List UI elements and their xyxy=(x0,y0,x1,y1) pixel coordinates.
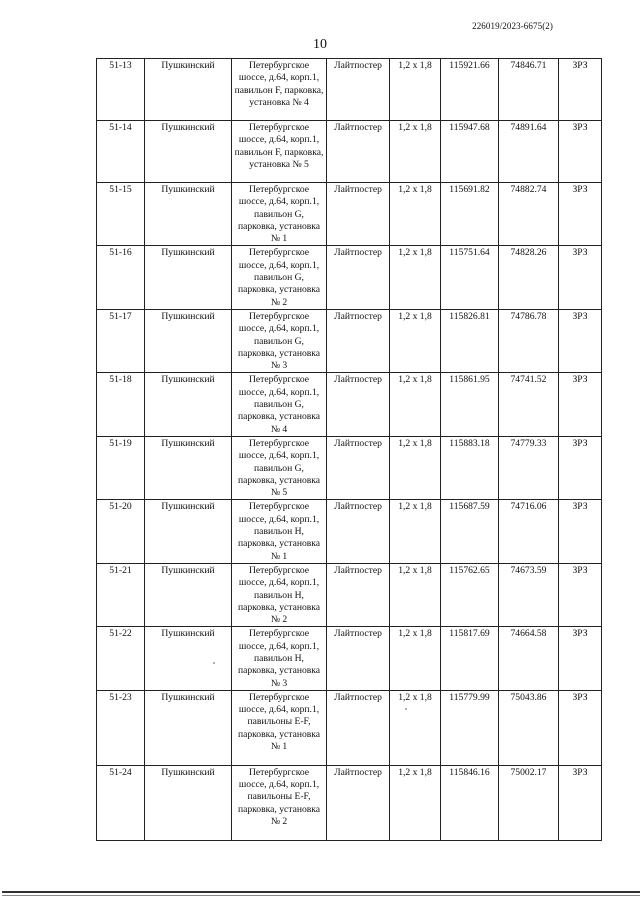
coordinate-y-cell: 74779.33 xyxy=(499,436,559,499)
bottom-border-line xyxy=(2,891,640,893)
record-id-cell: 51-17 xyxy=(97,309,145,372)
coordinate-y-cell: 74716.06 xyxy=(499,500,559,563)
coordinate-y-cell: 74673.59 xyxy=(499,563,559,626)
coordinate-y-cell: 74664.58 xyxy=(499,627,559,690)
coordinate-y-cell: 74741.52 xyxy=(499,373,559,436)
table-row xyxy=(97,246,602,309)
structure-size-cell: 1,2 x 1,8 xyxy=(390,59,441,121)
table-body xyxy=(97,59,602,841)
record-id-cell: 51-16 xyxy=(97,246,145,309)
district-name-cell: Пушкинский xyxy=(145,121,232,183)
district-name-cell: Пушкинский xyxy=(145,59,232,121)
coordinate-x-cell: 115687.59 xyxy=(441,500,499,563)
structure-type-cell: Лайтпостер xyxy=(327,500,390,563)
zone-code-cell: ЗРЗ xyxy=(559,121,602,183)
coordinate-x-cell: 115861.95 xyxy=(441,373,499,436)
structure-size-cell: 1,2 x 1,8 xyxy=(390,500,441,563)
table-row xyxy=(97,373,602,436)
coordinate-y-cell: 74882.74 xyxy=(499,183,559,246)
district-name-cell: Пушкинский xyxy=(145,690,232,765)
table-row xyxy=(97,121,602,183)
zone-code-cell: ЗРЗ xyxy=(559,309,602,372)
structure-size-cell: 1,2 x 1,8 xyxy=(390,121,441,183)
district-name-cell: Пушкинский xyxy=(145,309,232,372)
coordinate-y-cell: 75043.86 xyxy=(499,690,559,765)
zone-code-cell: ЗРЗ xyxy=(559,246,602,309)
record-id-cell: 51-19 xyxy=(97,436,145,499)
record-id-cell: 51-23 xyxy=(97,690,145,765)
coordinate-y-cell: 74846.71 xyxy=(499,59,559,121)
structure-size-cell: 1,2 x 1,8 xyxy=(390,627,441,690)
coordinate-y-cell: 74828.26 xyxy=(499,246,559,309)
table-row xyxy=(97,500,602,563)
coordinate-x-cell: 115817.69 xyxy=(441,627,499,690)
structure-size-cell: 1,2 x 1,8 xyxy=(390,765,441,840)
structure-size-cell: 1,2 x 1,8 xyxy=(390,373,441,436)
coordinate-x-cell: 115883.18 xyxy=(441,436,499,499)
address-cell: Петербургское шоссе, д.64, корп.1, павильоны E-F, парковка, установка № 2 xyxy=(232,765,327,840)
table-row xyxy=(97,59,602,121)
district-name-cell: Пушкинский xyxy=(145,563,232,626)
coordinate-y-cell: 74891.64 xyxy=(499,121,559,183)
coordinate-x-cell: 115826.81 xyxy=(441,309,499,372)
zone-code-cell: ЗРЗ xyxy=(559,373,602,436)
zone-code-cell: ЗРЗ xyxy=(559,627,602,690)
district-name-cell: Пушкинский xyxy=(145,373,232,436)
structure-type-cell: Лайтпостер xyxy=(327,627,390,690)
district-name-cell: Пушкинский xyxy=(145,500,232,563)
district-name-cell: Пушкинский xyxy=(145,627,232,690)
table-row xyxy=(97,765,602,840)
structure-type-cell: Лайтпостер xyxy=(327,690,390,765)
zone-code-cell: ЗРЗ xyxy=(559,59,602,121)
page-number: 10 xyxy=(313,37,327,52)
record-id-cell: 51-24 xyxy=(97,765,145,840)
structure-type-cell: Лайтпостер xyxy=(327,309,390,372)
structure-type-cell: Лайтпостер xyxy=(327,246,390,309)
table-row xyxy=(97,690,602,765)
structure-type-cell: Лайтпостер xyxy=(327,121,390,183)
record-id-cell: 51-18 xyxy=(97,373,145,436)
coordinate-x-cell: 115921.66 xyxy=(441,59,499,121)
zone-code-cell: ЗРЗ xyxy=(559,563,602,626)
coordinate-y-cell: 75002.17 xyxy=(499,765,559,840)
coordinate-x-cell: 115846.16 xyxy=(441,765,499,840)
district-name-cell: Пушкинский xyxy=(145,765,232,840)
bottom-border-line-thin xyxy=(2,895,640,896)
address-cell: Петербургское шоссе, д.64, корп.1, павильон F, парковка, установка № 5 xyxy=(232,121,327,183)
zone-code-cell: ЗРЗ xyxy=(559,765,602,840)
record-id-cell: 51-14 xyxy=(97,121,145,183)
district-name-cell: Пушкинский xyxy=(145,436,232,499)
address-cell: Петербургское шоссе, д.64, корп.1, павильон G, парковка, установка № 5 xyxy=(232,436,327,499)
document-number: 226019/2023-6675(2) xyxy=(472,21,553,31)
structure-size-cell: 1,2 x 1,8 xyxy=(390,183,441,246)
coordinate-x-cell: 115947.68 xyxy=(441,121,499,183)
record-id-cell: 51-13 xyxy=(97,59,145,121)
table-row xyxy=(97,627,602,690)
coordinate-x-cell: 115691.82 xyxy=(441,183,499,246)
structure-size-cell: 1,2 x 1,8 xyxy=(390,309,441,372)
district-name-cell: Пушкинский xyxy=(145,246,232,309)
scan-speck xyxy=(405,708,407,710)
address-cell: Петербургское шоссе, д.64, корп.1, павильон G, парковка, установка № 2 xyxy=(232,246,327,309)
coordinate-x-cell: 115762.65 xyxy=(441,563,499,626)
record-id-cell: 51-21 xyxy=(97,563,145,626)
structure-type-cell: Лайтпостер xyxy=(327,563,390,626)
structure-size-cell: 1,2 x 1,8 xyxy=(390,246,441,309)
zone-code-cell: ЗРЗ xyxy=(559,500,602,563)
structure-type-cell: Лайтпостер xyxy=(327,59,390,121)
coordinate-y-cell: 74786.78 xyxy=(499,309,559,372)
structure-type-cell: Лайтпостер xyxy=(327,373,390,436)
zone-code-cell: ЗРЗ xyxy=(559,183,602,246)
address-cell: Петербургское шоссе, д.64, корп.1, павильон H, парковка, установка № 1 xyxy=(232,500,327,563)
structure-size-cell: 1,2 x 1,8 xyxy=(390,436,441,499)
structure-type-cell: Лайтпостер xyxy=(327,436,390,499)
coordinate-x-cell: 115779.99 xyxy=(441,690,499,765)
zone-code-cell: ЗРЗ xyxy=(559,690,602,765)
address-cell: Петербургское шоссе, д.64, корп.1, павильон H, парковка, установка № 2 xyxy=(232,563,327,626)
table-row xyxy=(97,309,602,372)
table-row xyxy=(97,436,602,499)
placement-registry-table xyxy=(96,58,602,841)
address-cell: Петербургское шоссе, д.64, корп.1, павильон G, парковка, установка № 4 xyxy=(232,373,327,436)
structure-size-cell: 1,2 x 1,8 xyxy=(390,563,441,626)
district-name-cell: Пушкинский xyxy=(145,183,232,246)
table-row xyxy=(97,563,602,626)
zone-code-cell: ЗРЗ xyxy=(559,436,602,499)
structure-type-cell: Лайтпостер xyxy=(327,183,390,246)
structure-size-cell: 1,2 x 1,8 xyxy=(390,690,441,765)
structure-type-cell: Лайтпостер xyxy=(327,765,390,840)
scan-speck xyxy=(213,662,215,664)
coordinate-x-cell: 115751.64 xyxy=(441,246,499,309)
address-cell: Петербургское шоссе, д.64, корп.1, павильон F, парковка, установка № 4 xyxy=(232,59,327,121)
record-id-cell: 51-20 xyxy=(97,500,145,563)
table-row xyxy=(97,183,602,246)
record-id-cell: 51-15 xyxy=(97,183,145,246)
address-cell: Петербургское шоссе, д.64, корп.1, павильоны E-F, парковка, установка № 1 xyxy=(232,690,327,765)
address-cell: Петербургское шоссе, д.64, корп.1, павильон G, парковка, установка № 1 xyxy=(232,183,327,246)
address-cell: Петербургское шоссе, д.64, корп.1, павильон G, парковка, установка № 3 xyxy=(232,309,327,372)
record-id-cell: 51-22 xyxy=(97,627,145,690)
address-cell: Петербургское шоссе, д.64, корп.1, павильон H, парковка, установка № 3 xyxy=(232,627,327,690)
